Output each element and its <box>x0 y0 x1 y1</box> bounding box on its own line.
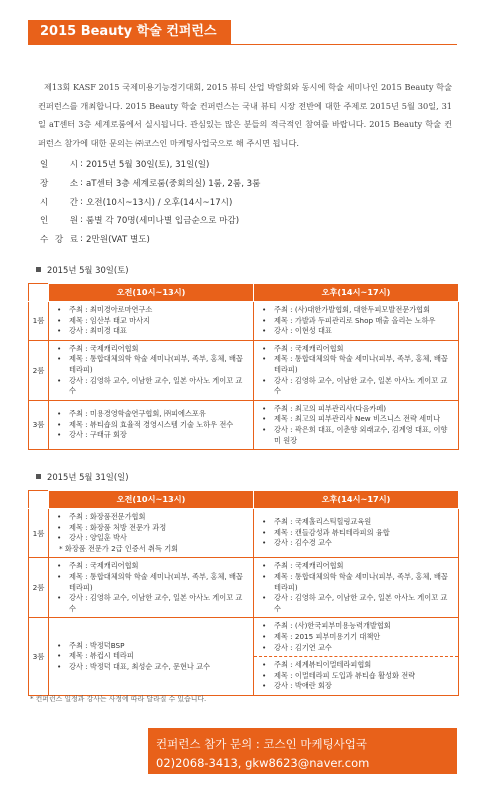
bullet-icon: • <box>262 660 267 670</box>
day1-schedule-table <box>28 283 459 450</box>
column-header-afternoon: 오후(14시~17시) <box>254 284 459 302</box>
bullet-icon: • <box>57 533 62 543</box>
session-detail: • 강사 : 김영하 교수, 이남한 교수, 일본 아사노 게이꼬 교수 <box>57 593 243 613</box>
bullet-icon: • <box>262 403 267 413</box>
session-note: * 화장품 전문가 2급 인증서 취득 기회 <box>59 543 179 553</box>
info-row <box>40 155 260 174</box>
info-colon: : <box>80 178 83 189</box>
session-divider <box>254 656 458 657</box>
bullet-icon: • <box>262 681 267 691</box>
bullet-icon: • <box>262 561 267 571</box>
session-detail: • 제목 : 화장품 처방 전문가 과정 <box>57 522 167 532</box>
bullet-icon: • <box>57 661 62 671</box>
bullet-icon: • <box>57 522 62 532</box>
table-row <box>29 302 459 341</box>
intro-paragraph: 제13회 KASF 2015 국제미용기능경기대회, 2015 뷰티 산업 박람회와 동시에 학술 세미나인 2015 Beauty 학술 컨퍼런스를 개최합니다. 2015 Beauty 학술 컨퍼런스는 국내 뷰티 시장 전반에 대한 주제로 2015년 5월 30일, 31일 aT센터 3층 세계로룸에서 실시됩니다. 관심있는 많은 분들의 적극적인 참여를 바랍니다. 2015 Beauty 학술 컨퍼런스 참가에 대한 문의는 ㈜코스인 마케팅사업국으로 해 주시면 됩니다. <box>38 82 452 148</box>
contact-details: 02)2068-3413, gkw8623@naver.com <box>156 756 370 770</box>
bullet-icon: • <box>57 326 62 336</box>
bullet-icon: • <box>57 640 62 650</box>
bullet-icon: • <box>57 561 62 571</box>
session-detail: • 주최 : (사)한국피부미용능력개발협회 <box>262 621 391 631</box>
info-label: 장 소 <box>40 179 78 190</box>
morning-session <box>49 400 254 449</box>
room-label: 2룸 <box>29 340 49 400</box>
contact-box <box>148 728 457 774</box>
info-label: 수 강 료 <box>40 235 78 246</box>
session-detail: • 강사 : 박애란 회장 <box>262 681 332 691</box>
info-row <box>40 192 260 211</box>
morning-session <box>49 302 254 341</box>
session-detail: • 강사 : 구태규 회장 <box>57 430 127 440</box>
session-detail: • 제목 : 최고의 피부관리사 New 비즈니스 전략 세미나 <box>262 414 441 424</box>
session-detail: • 강사 : 곽은희 대표, 이춘향 외래교수, 김계영 대표, 이향미 원장 <box>262 424 448 445</box>
info-colon: : <box>80 215 83 226</box>
day2-schedule-table <box>28 490 459 696</box>
session-detail: • 제목 : 가발과 두피관리로 Shop 매출 올리는 노하우 <box>262 315 436 325</box>
bullet-icon: • <box>262 621 267 631</box>
info-row <box>40 230 260 249</box>
bullet-icon: • <box>57 651 62 661</box>
day2-heading: 2015년 5월 31일(일) <box>36 471 129 483</box>
session-detail: • 제목 : 통합대체의학 학술 세미나(피부, 족부, 홍체, 배꼽테라피) <box>262 354 448 374</box>
square-bullet-icon <box>36 474 41 479</box>
session-detail: • 강사 : 김영하 교수, 이남한 교수, 일본 아사노 게이꼬 교수 <box>57 375 243 396</box>
title-divider <box>28 44 457 45</box>
session-detail: • 제목 : 통합대체의학 학술 세미나(피부, 족부, 홍체, 배꼽테라피) <box>57 571 243 592</box>
afternoon-session <box>254 618 459 696</box>
bullet-icon: • <box>262 517 267 527</box>
bullet-icon: • <box>262 593 267 603</box>
session-detail: • 제목 : 이멀테라피 도입과 뷰티숍 활성화 전략 <box>262 670 416 680</box>
session-detail: • 주최 : 국제캐리어협회 <box>57 561 139 571</box>
bullet-icon: • <box>57 409 62 419</box>
session-detail: • 주최 : 국제캐리어협회 <box>57 343 139 353</box>
info-value: aT센터 3층 세계로룸(중회의실) 1룸, 2룸, 3룸 <box>86 179 261 190</box>
bullet-icon: • <box>57 593 62 603</box>
session-detail: • 강사 : 김영하 교수, 이남한 교수, 일본 아사노 게이꼬 교수 <box>262 593 448 613</box>
afternoon-session <box>254 509 459 558</box>
session-detail: • 제목 : 임산부 태교 마사지 <box>57 315 150 325</box>
session-detail: • 주최 : 국제캐리어협회 <box>262 561 344 571</box>
session-detail: • 강사 : 박정덕 대표, 최성순 교수, 문현나 교수 <box>57 661 211 671</box>
table-corner <box>29 284 49 302</box>
afternoon-session <box>254 558 459 618</box>
session-detail: • 제목 : 뷰티숍의 효율적 경영시스템 기술 노하우 전수 <box>57 419 234 429</box>
session-detail: • 강사 : 양일훈 박사 <box>57 533 127 543</box>
session-detail: • 주최 : 국제캐리어협회 <box>262 343 344 353</box>
info-label: 인 원 <box>40 216 78 227</box>
room-label: 2룸 <box>29 558 49 618</box>
session-detail: • 주최 : (사)대한가발협회, 대한두피모발전문가협회 <box>262 305 431 314</box>
session-detail: • 강사 : 김수경 교수 <box>262 538 332 548</box>
session-detail: • 제목 : 캔들감성과 뷰티테라피의 융합 <box>262 527 390 537</box>
bullet-icon: • <box>262 414 267 424</box>
table-row <box>29 340 459 400</box>
session-detail: • 제목 : 통합대체의학 학술 세미나(피부, 족부, 홍체, 배꼽테라피) <box>57 354 243 374</box>
column-header-morning: 오전(10시~13시) <box>49 491 254 509</box>
room-label: 3룸 <box>29 400 49 449</box>
conference-title: 2015 Beauty 학술 컨퍼런스 <box>28 20 231 44</box>
info-value: 오전(10시~13시) / 오후(14시~17시) <box>86 197 233 208</box>
bullet-icon: • <box>262 343 267 353</box>
bullet-icon: • <box>262 305 267 314</box>
bullet-icon: • <box>262 571 267 581</box>
bullet-icon: • <box>262 354 267 364</box>
morning-session <box>49 509 254 558</box>
square-bullet-icon <box>36 267 41 272</box>
info-value: 2015년 5월 30일(토), 31일(일) <box>86 160 210 171</box>
bullet-icon: • <box>57 512 62 521</box>
session-detail: • 주최 : 국제홀리스틱힐링교육원 <box>262 517 372 527</box>
info-row <box>40 211 260 230</box>
session-detail: • 제목 : 뷰컵시 테라피 <box>57 651 134 661</box>
bullet-icon: • <box>262 315 267 325</box>
bullet-icon: • <box>57 430 62 440</box>
table-row <box>29 558 459 618</box>
session-detail: • 제목 : 통합대체의학 학술 세미나(피부, 족부, 홍체, 배꼽테라피) <box>262 571 448 592</box>
bullet-icon: • <box>57 571 62 581</box>
info-colon: : <box>80 234 83 245</box>
morning-session <box>49 340 254 400</box>
session-detail: • 주최 : 최미경아로마연구소 <box>57 305 153 314</box>
bullet-icon: • <box>262 538 267 548</box>
morning-session <box>49 558 254 618</box>
session-detail: • 주최 : 세계뷰티이멀테라피협회 <box>262 660 372 670</box>
table-row <box>29 509 459 558</box>
session-detail: • 주최 : 최고의 피부관리사(다음카페) <box>262 403 387 413</box>
morning-session <box>49 618 254 696</box>
afternoon-session <box>254 340 459 400</box>
bullet-icon: • <box>262 326 267 336</box>
table-corner <box>29 491 49 509</box>
room-label: 1룸 <box>29 509 49 558</box>
column-header-afternoon: 오후(14시~17시) <box>254 491 459 509</box>
info-value: 룸별 각 70명(세미나별 입금순으로 마감) <box>86 216 240 227</box>
event-info <box>40 155 260 248</box>
info-colon: : <box>80 159 83 170</box>
bullet-icon: • <box>57 375 62 385</box>
session-detail: • 강사 : 김영하 교수, 이남한 교수, 일본 아사노 게이꼬 교수 <box>262 375 448 396</box>
column-header-morning: 오전(10시~13시) <box>49 284 254 302</box>
bullet-icon: • <box>57 343 62 353</box>
bullet-icon: • <box>57 419 62 429</box>
schedule-footnote: * 컨퍼런스 일정과 강사는 사정에 따라 달라질 수 있습니다. <box>30 695 207 703</box>
info-label: 일 시 <box>40 160 78 171</box>
session-detail: • 강사 : 이현성 대표 <box>262 326 332 336</box>
session-detail: • 주최 : 박정덕BSP <box>57 640 125 650</box>
afternoon-session <box>254 302 459 341</box>
session-detail: • 주최 : 미용경영학술연구협회, ㈜피에스포유 <box>57 409 206 419</box>
bullet-icon: • <box>57 305 62 314</box>
room-label: 1룸 <box>29 302 49 341</box>
table-row <box>29 618 459 696</box>
bullet-icon: • <box>262 424 267 434</box>
session-detail: • 강사 : 최미경 대표 <box>57 326 127 336</box>
session-detail: • 제목 : 2015 피부미용기기 대책안 <box>262 631 381 641</box>
session-detail: • 강사 : 김기연 교수 <box>262 642 332 652</box>
info-colon: : <box>80 196 83 207</box>
info-value: 2만원(VAT 별도) <box>86 235 150 246</box>
info-row <box>40 174 260 193</box>
session-detail: • 주최 : 화장품전문가협회 <box>57 512 146 521</box>
bullet-icon: • <box>262 527 267 537</box>
table-row <box>29 400 459 449</box>
afternoon-session <box>254 400 459 449</box>
room-label: 3룸 <box>29 618 49 696</box>
bullet-icon: • <box>57 315 62 325</box>
bullet-icon: • <box>57 354 62 364</box>
contact-title: 컨퍼런스 참가 문의 : 코스인 마케팅사업국 <box>156 737 368 751</box>
bullet-icon: • <box>262 631 267 641</box>
bullet-icon: • <box>262 375 267 385</box>
day1-heading: 2015년 5월 30일(토) <box>36 264 129 276</box>
info-label: 시 간 <box>40 197 78 208</box>
bullet-icon: • <box>262 670 267 680</box>
bullet-icon: • <box>262 642 267 652</box>
